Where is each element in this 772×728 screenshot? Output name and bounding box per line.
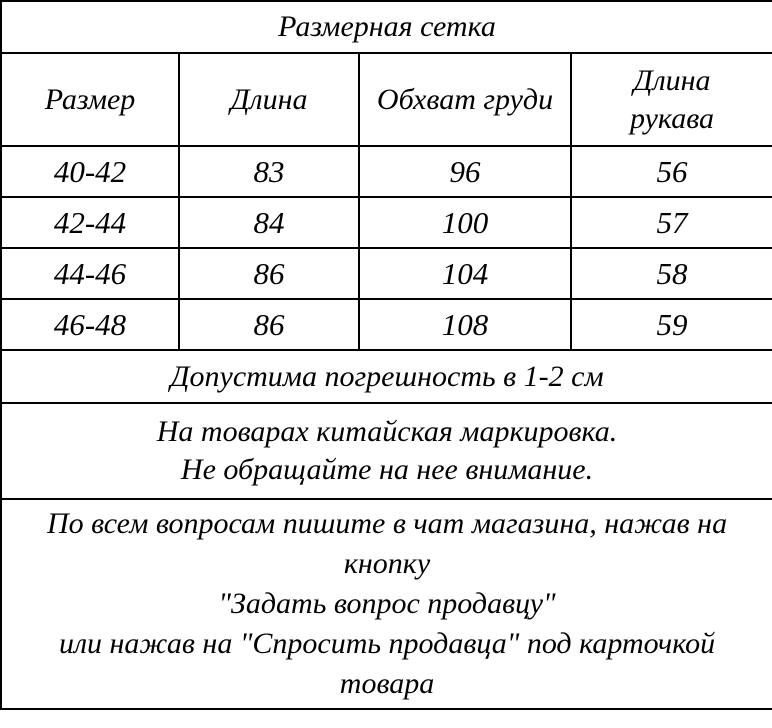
- contact-note-line-1: По всем вопросам пишите в чат магазина, нажав на: [46, 507, 728, 540]
- cell-chest: 104: [359, 248, 571, 299]
- contact-note-line-4: или нажав на "Спросить продавца" под карточкой: [58, 627, 716, 660]
- cell-size: 42-44: [1, 197, 179, 248]
- marking-note: [1, 403, 772, 499]
- header-length: [179, 53, 359, 146]
- cell-length: 83: [179, 146, 359, 197]
- table-row: [1, 299, 772, 350]
- table-row: [1, 248, 772, 299]
- title-row: [1, 1, 772, 53]
- cell-length: 84: [179, 197, 359, 248]
- cell-size: 44-46: [1, 248, 179, 299]
- cell-chest: 108: [359, 299, 571, 350]
- cell-length: 86: [179, 248, 359, 299]
- cell-sleeve: 57: [571, 197, 772, 248]
- header-sleeve-label-line-2: рукава: [630, 101, 715, 135]
- contact-note-line-2: кнопку: [343, 547, 431, 580]
- header-sleeve: [571, 53, 772, 146]
- contact-note-line-5: товара: [339, 667, 435, 700]
- header-size: [1, 53, 179, 146]
- cell-size: 46-48: [1, 299, 179, 350]
- cell-length: 86: [179, 299, 359, 350]
- contact-note: [1, 499, 772, 709]
- cell-chest: 100: [359, 197, 571, 248]
- marking-note-line-1: На товарах китайская маркировка.: [156, 415, 618, 448]
- marking-row: [1, 403, 772, 499]
- table-row: [1, 146, 772, 197]
- cell-size: 40-42: [1, 146, 179, 197]
- header-length-label: Длина: [230, 82, 308, 116]
- tolerance-row: [1, 350, 772, 403]
- header-row: [1, 53, 772, 146]
- size-chart-title: Размерная сетка: [1, 1, 772, 53]
- cell-sleeve: 58: [571, 248, 772, 299]
- tolerance-note: Допустима погрешность в 1-2 см: [1, 350, 772, 403]
- contact-row: [1, 499, 772, 709]
- contact-note-line-3: "Задать вопрос продавцу": [218, 587, 556, 620]
- cell-chest: 96: [359, 146, 571, 197]
- header-chest: [359, 53, 571, 146]
- table-row: [1, 197, 772, 248]
- header-size-label: Размер: [44, 82, 136, 116]
- cell-sleeve: 56: [571, 146, 772, 197]
- header-chest-label: Обхват груди: [376, 82, 554, 116]
- cell-sleeve: 59: [571, 299, 772, 350]
- marking-note-line-2: Не обращайте на нее внимание.: [180, 453, 594, 486]
- header-sleeve-label-line-1: Длина: [633, 63, 711, 97]
